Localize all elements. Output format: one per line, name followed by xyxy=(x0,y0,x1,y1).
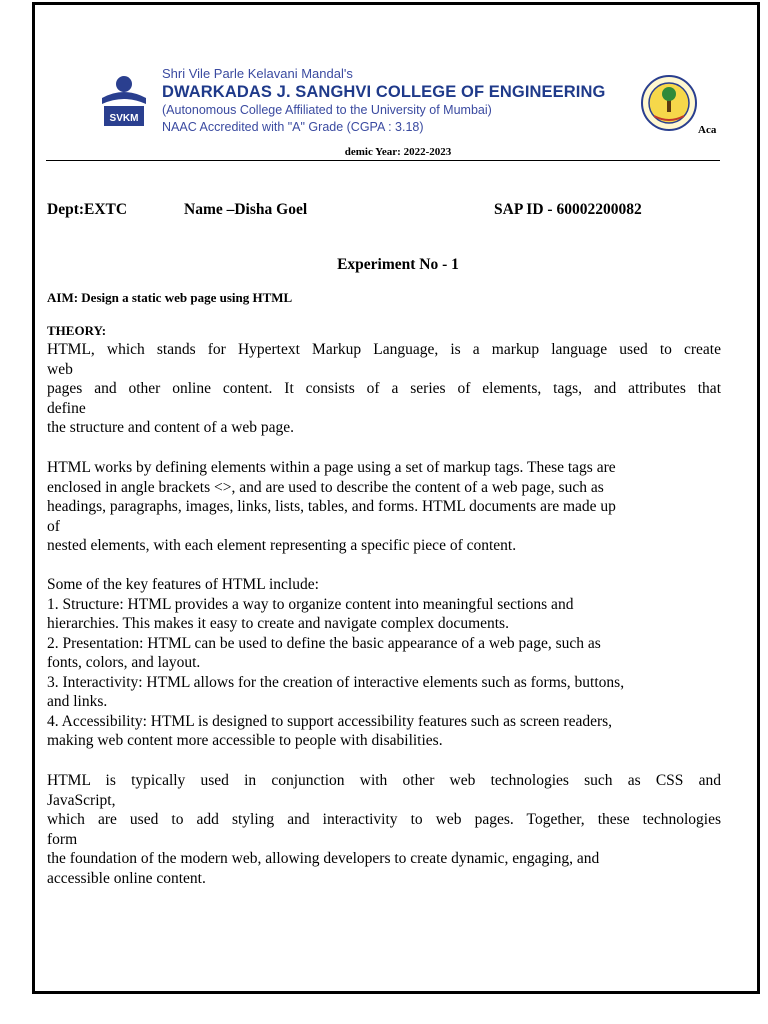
affiliation-line: (Autonomous College Affiliated to the University of Mumbai) xyxy=(162,103,492,117)
dept-label: Dept:EXTC xyxy=(47,201,128,218)
paragraph-line: web xyxy=(47,360,73,378)
paragraph-line: which are used to add styling and interactivity to web pages. Together, these technologies xyxy=(47,811,721,828)
sap-id: SAP ID - 60002200082 xyxy=(494,201,642,218)
paragraph-line: HTML, which stands for Hypertext Markup Language, is a markup language used to create xyxy=(47,341,721,358)
paragraph-line: hierarchies. This makes it easy to create and navigate complex documents. xyxy=(47,615,509,632)
paragraph-line: nested elements, with each element representing a specific piece of content. xyxy=(47,537,517,554)
paragraph-line: 4. Accessibility: HTML is designed to support accessibility features such as screen readers, xyxy=(47,712,613,730)
paragraph-line: making web content more accessible to people with disabilities. xyxy=(47,732,443,749)
paragraph-line: HTML is typically used in conjunction with other web technologies such as CSS and xyxy=(47,772,721,789)
paragraph-line: accessible online content. xyxy=(47,869,206,887)
paragraph-line: and links. xyxy=(47,693,108,710)
theory-label: THEORY: xyxy=(47,323,107,338)
paragraph-4 xyxy=(47,771,721,888)
paragraph-3 xyxy=(47,575,721,751)
aim-text: AIM: Design a static web page using HTML xyxy=(47,290,293,305)
paragraph-line: HTML works by defining elements within a page using a set of markup tags. These tags are xyxy=(47,459,616,476)
college-name: DWARKADAS J. SANGHVI COLLEGE OF ENGINEERING xyxy=(162,83,606,101)
paragraph-line: Some of the key features of HTML include: xyxy=(47,576,319,593)
paragraph-1 xyxy=(47,340,721,438)
experiment-title: Experiment No - 1 xyxy=(337,256,459,273)
aca-label: Aca xyxy=(698,124,717,136)
paragraph-line: define xyxy=(47,399,86,417)
naac-line: NAAC Accredited with "A" Grade (CGPA : 3.18) xyxy=(162,120,424,134)
header-divider xyxy=(46,160,720,161)
paragraph-line: form xyxy=(47,830,78,848)
college-crest-icon xyxy=(640,74,698,132)
svkm-logo-icon xyxy=(96,68,152,130)
paragraph-line: pages and other online content. It consists of a series of elements, tags, and attributes that xyxy=(47,380,721,397)
paragraph-line: enclosed in angle brackets <>, and are used to describe the content of a web page, such as xyxy=(47,478,604,496)
paragraph-line: JavaScript, xyxy=(47,791,116,809)
paragraph-line: the structure and content of a web page. xyxy=(47,419,295,436)
college-text xyxy=(162,66,632,136)
paragraph-2 xyxy=(47,458,721,556)
svkm-logo-text: SVKM xyxy=(109,113,139,124)
paragraph-line: headings, paragraphs, images, links, lists, tables, and forms. HTML documents are made up xyxy=(47,498,616,515)
student-name: Name –Disha Goel xyxy=(184,201,308,218)
paragraph-line: 3. Interactivity: HTML allows for the creation of interactive elements such as forms, buttons, xyxy=(47,673,625,691)
paragraph-line: of xyxy=(47,517,60,535)
mandal-name: Shri Vile Parle Kelavani Mandal's xyxy=(162,66,353,81)
paragraph-line: the foundation of the modern web, allowing developers to create dynamic, engaging, and xyxy=(47,850,600,867)
paragraph-line: 2. Presentation: HTML can be used to define the basic appearance of a web page, such as xyxy=(47,634,601,652)
paragraph-line: 1. Structure: HTML provides a way to organize content into meaningful sections and xyxy=(47,595,574,613)
academic-year: demic Year: 2022-2023 xyxy=(344,146,452,158)
paragraph-line: fonts, colors, and layout. xyxy=(47,654,201,671)
